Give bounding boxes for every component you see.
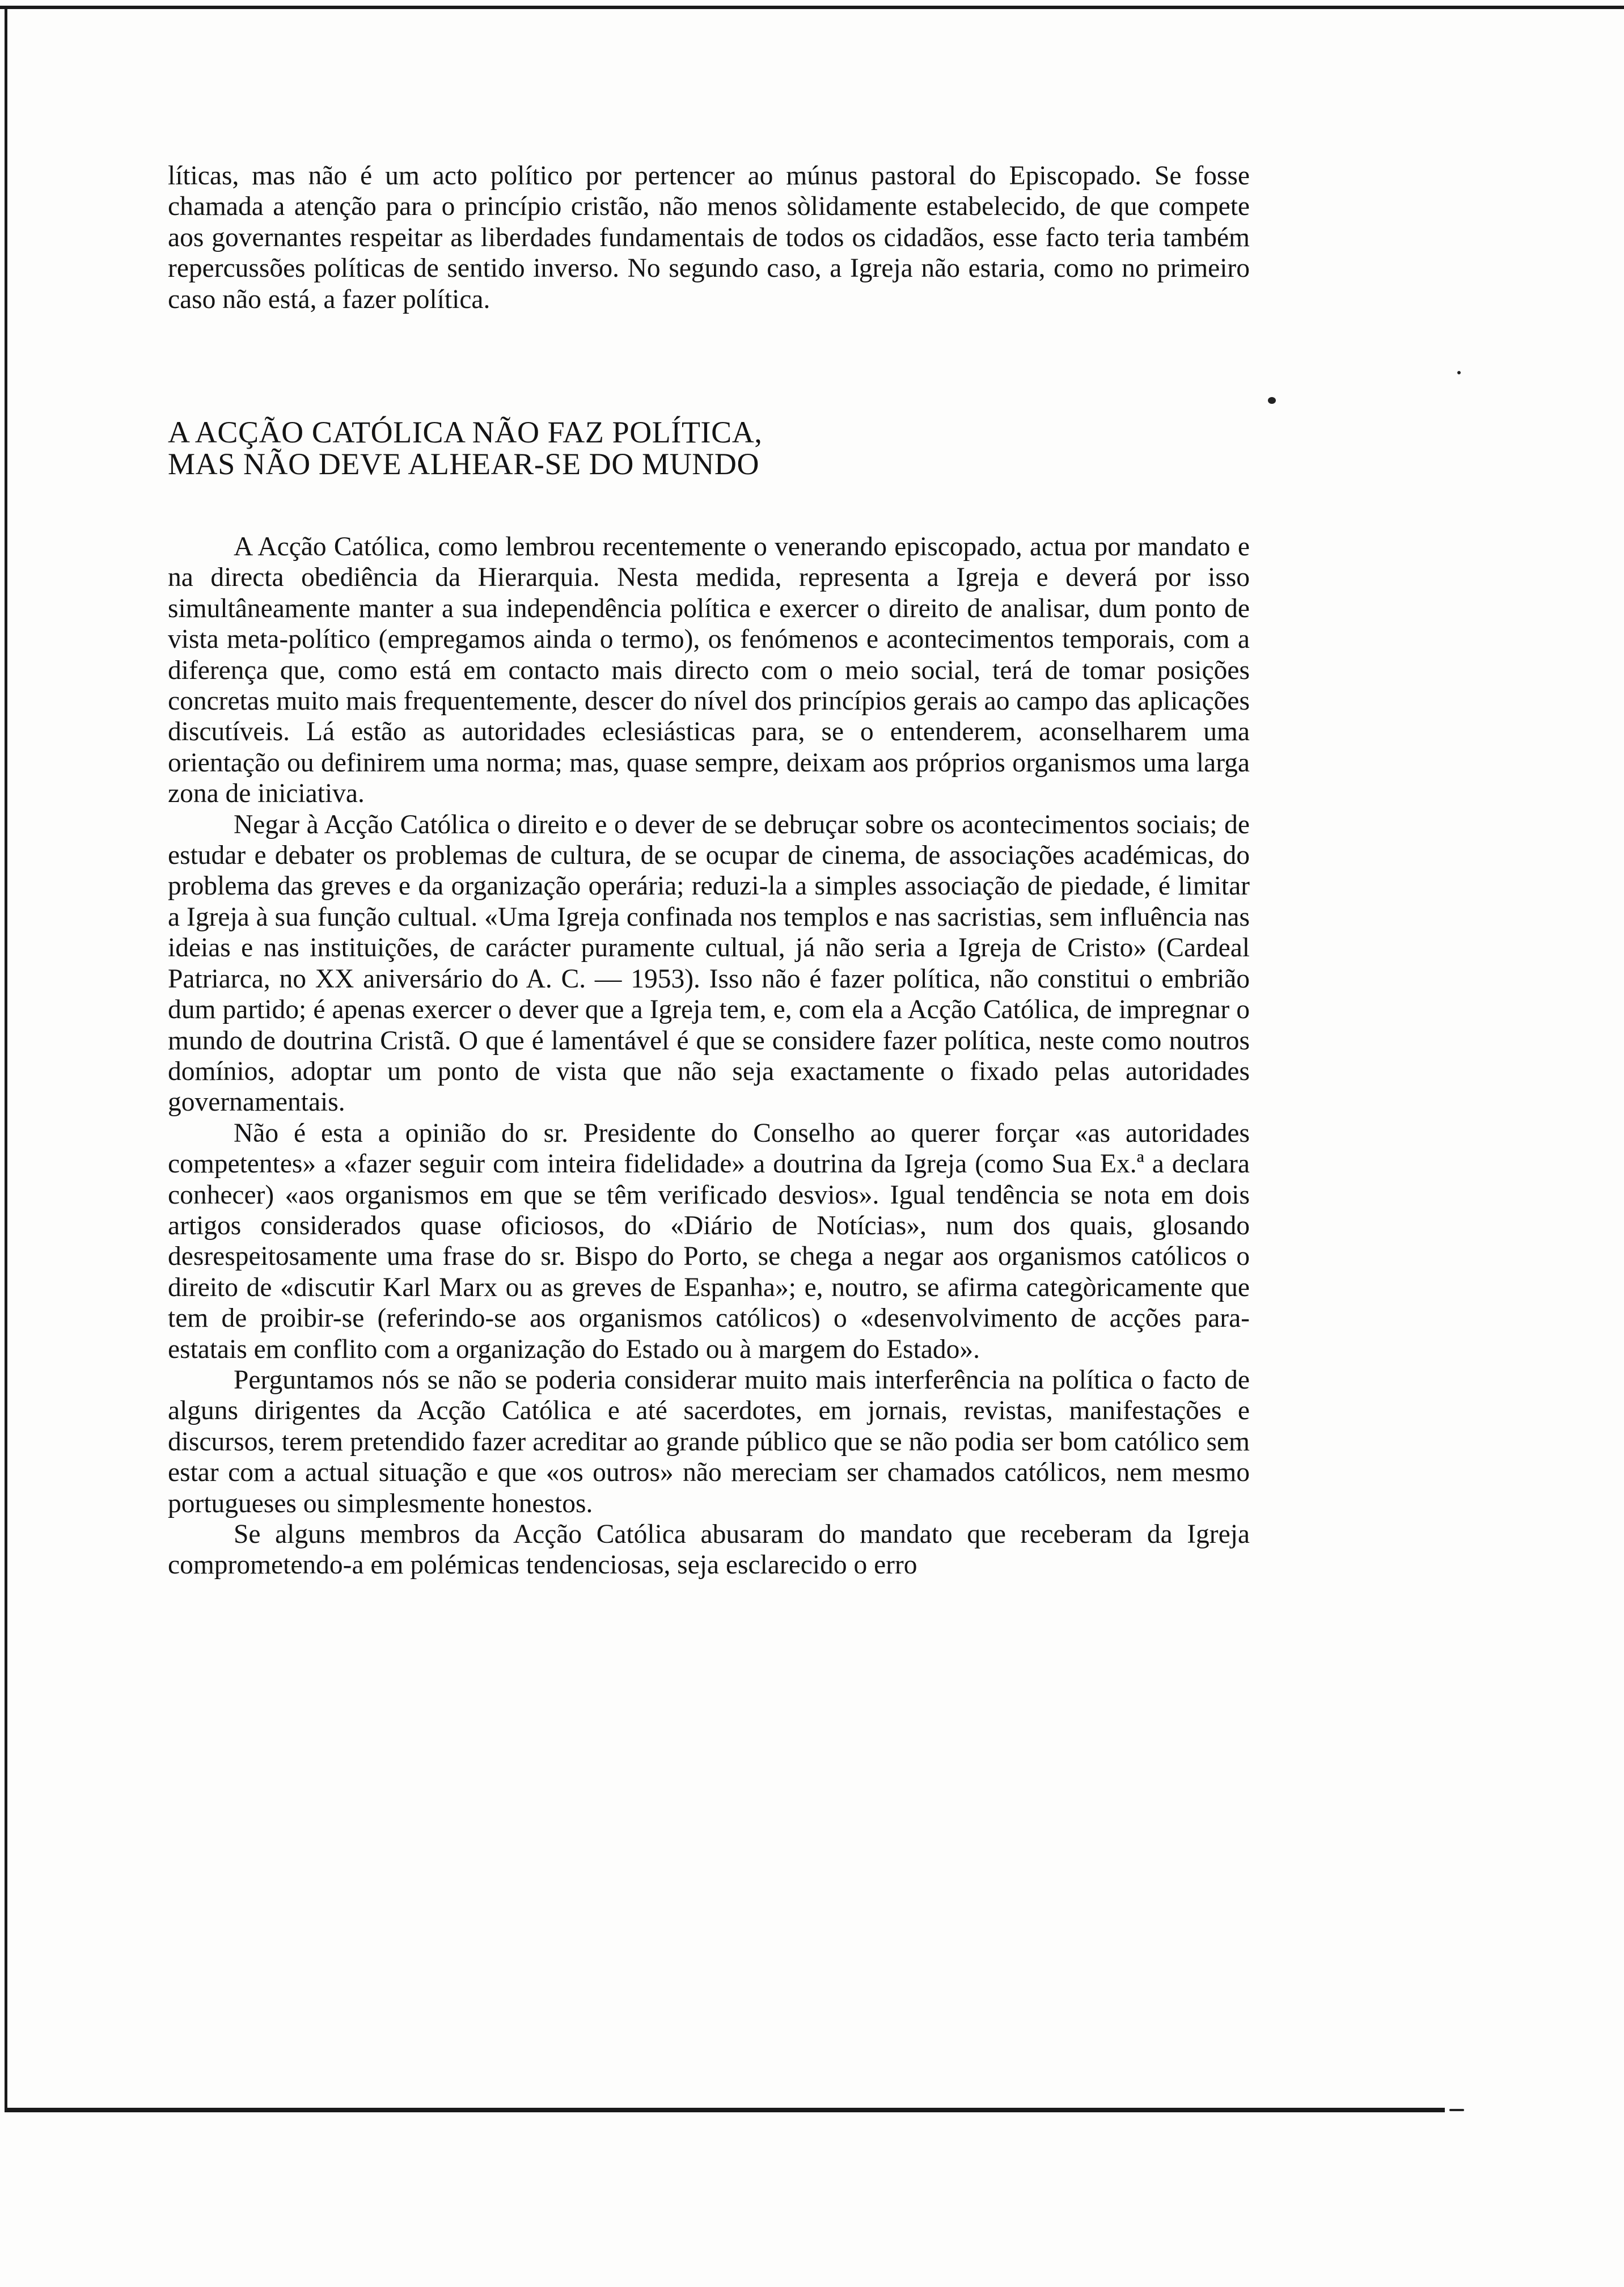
stray-mark — [1457, 371, 1461, 374]
paragraph: Se alguns membros da Acção Católica abusaram do mandato que receberam da Igreja comprometendo-a em polémicas tendenciosas, seja esclarecido o erro — [168, 1520, 1250, 1580]
heading-line-2: MAS NÃO DEVE ALHEAR-SE DO MUNDO — [168, 447, 760, 481]
paragraph: Não é esta a opinião do sr. Presidente do Conselho ao querer forçar «as autoridades competentes» a «fazer seguir com inteira fidelidade» a doutrina da Igreja (como Sua Ex.ª a declara conhecer) «aos organismos em que se têm verificado desvios». Igual tendência se nota em dois artigos considerados quase oficiosos, do «Diário de Notícias», num dos quais, glosando desrespeitosamente uma frase do sr. Bispo do Porto, se chega a negar aos organismos católicos o direito de «discutir Karl Marx ou as greves de Espanha»; e, noutro, se afirma categòricamente que tem de proibir-se (referindo-se aos organismos católicos) o «desenvolvimento de acções para-estatais em conflito com a organização do Estado ou à margem do Estado». — [168, 1118, 1250, 1364]
left-border-line — [5, 6, 7, 2111]
bottom-border-line — [5, 2108, 1445, 2112]
heading-line-1: A ACÇÃO CATÓLICA NÃO FAZ POLÍTICA, — [168, 415, 763, 449]
paragraph: A Acção Católica, como lembrou recentemente o venerando episcopado, actua por mandato e na directa obediência da Hierarquia. Nesta medida, representa a Igreja e deverá por isso simultâneamente manter a sua independência política e exercer o direito de analisar, dum ponto de vista meta-político (empregamos ainda o termo), os fenómenos e acontecimentos temporais, com a diferença que, como está em contacto mais directo com o meio social, terá de tomar posições concretas muito mais frequentemente, descer do nível dos princípios gerais ao campo das aplicações discutíveis. Lá estão as autoridades eclesiásticas para, se o entenderem, aconselharem uma orientação ou definirem uma norma; mas, quase sempre, deixam aos próprios organismos uma larga zona de iniciativa. — [168, 532, 1250, 809]
stray-mark — [1449, 2109, 1464, 2111]
paragraph: Perguntamos nós se não se poderia considerar muito mais interferência na política o facto de alguns dirigentes da Acção Católica e até sacerdotes, em jornais, revistas, manifestações e discursos, terem pretendido fazer acreditar ao grande público que se não podia ser bom católico sem estar com a actual situação e que «os outros» não mereciam ser chamados católicos, nem mesmo portugueses ou simplesmente honestos. — [168, 1365, 1250, 1518]
section-heading — [168, 416, 1250, 480]
body-text — [168, 531, 1250, 1581]
intro-text: líticas, mas não é um acto político por pertencer ao múnus pastoral do Episcopado. Se fosse chamada a atenção para o princípio cristão, não menos sòlidamente estabelecido, de que compete aos governantes respeitar as liberdades fundamentais de todos os cidadãos, esse facto teria também repercussões políticas de sentido inverso. No segundo caso, a Igreja não estaria, como no primeiro caso não está, a fazer política. — [168, 161, 1250, 314]
stray-mark — [1268, 397, 1276, 404]
intro-paragraph — [168, 161, 1250, 315]
top-border-line — [0, 6, 1624, 9]
paragraph: Negar à Acção Católica o direito e o dever de se debruçar sobre os acontecimentos sociais; de estudar e debater os problemas de cultura, de se ocupar de cinema, de associações académicas, do problema das greves e da organização operária; reduzi-la a simples associação de piedade, é limitar a Igreja à sua função cultual. «Uma Igreja confinada nos templos e nas sacristias, sem influência nas ideias e nas instituições, de carácter puramente cultual, já não seria a Igreja de Cristo» (Cardeal Patriarca, no XX aniversário do A. C. — 1953). Isso não é fazer política, não constitui o embrião dum partido; é apenas exercer o dever que a Igreja tem, e, com ela a Acção Católica, de impregnar o mundo de doutrina Cristã. O que é lamentável é que se considere fazer política, neste como noutros domínios, adoptar um ponto de vista que não seja exactamente o fixado pelas autoridades governamentais. — [168, 809, 1250, 1117]
